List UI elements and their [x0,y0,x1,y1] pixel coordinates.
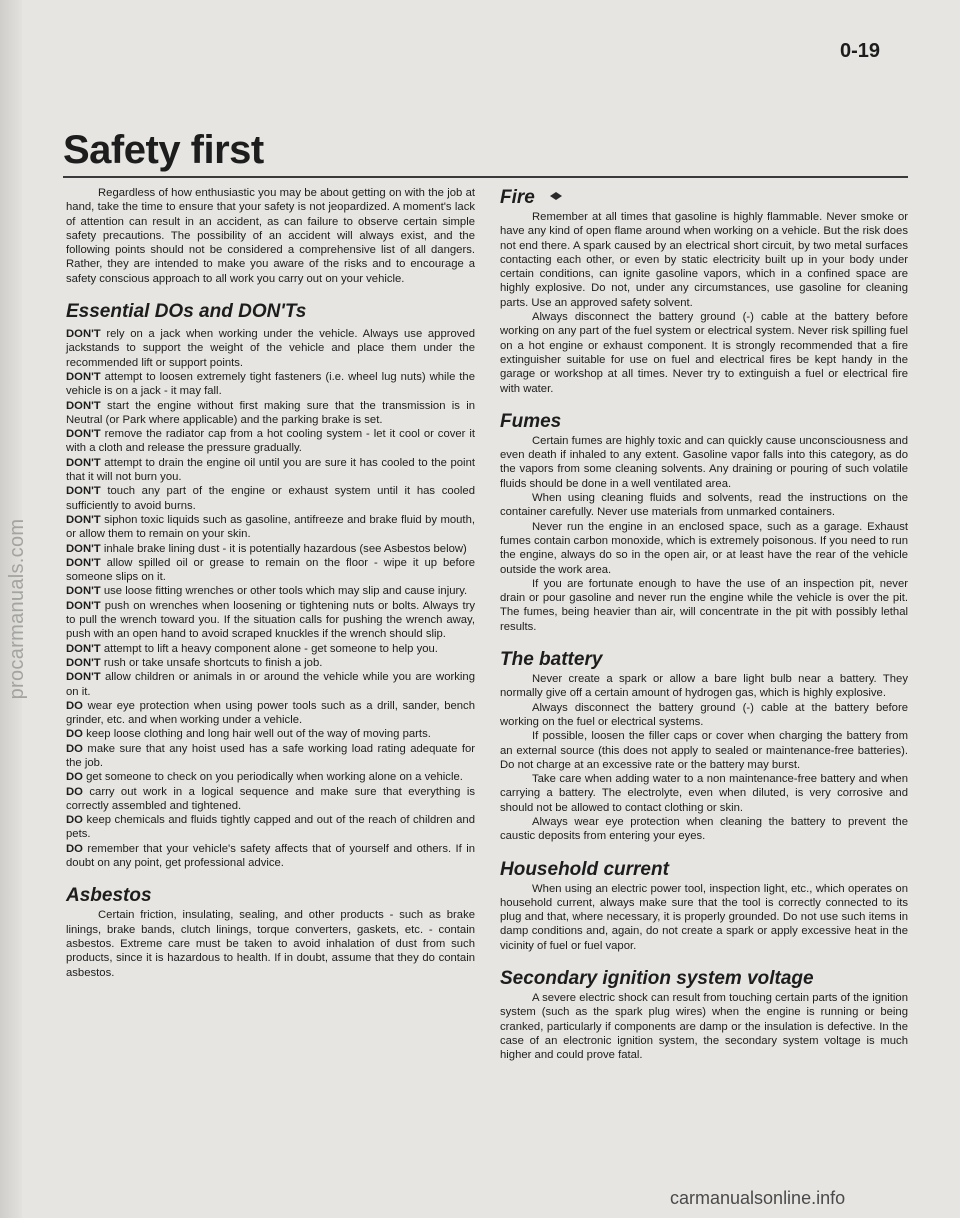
list-item [66,699,475,728]
right-column [500,186,908,1063]
list-item [66,370,475,399]
do-keyword: DO [66,742,83,755]
do-keyword: DO [66,728,83,741]
bottom-watermark: carmanualsonline.info [670,1188,846,1208]
item-text: start the engine without first making sure that the transmission is in Neutral (or Park where applicable) and the parking brake is set. [66,399,475,426]
dont-keyword: DON'T [66,542,101,555]
dont-keyword: DON'T [66,642,101,655]
fumes-paragraph-3: Never run the engine in an enclosed space, such as a garage. Exhaust fumes contain carbon monoxide, which is extremely poisonous. If you need to run the engine, always do so in the open air, or at least have the rear of the vehicle outside the work area. [500,520,908,576]
list-item [66,785,475,814]
fumes-heading: Fumes [500,410,562,432]
page-number: 0-19 [840,40,881,62]
item-text: attempt to lift a heavy component alone - get someone to help you. [100,642,438,655]
item-text: inhale brake lining dust - it is potentially hazardous (see Asbestos below) [100,542,467,555]
asbestos-paragraph: Certain friction, insulating, sealing, and other products - such as brake linings, brake bands, clutch linings, torque converters, gaskets, etc. - contain asbestos. Extreme care must be taken to avoid inhalation of dust from such products, since it is hazardous to health. If in doubt, assume that they do contain asbestos. [66,909,475,979]
dont-keyword: DON'T [66,328,101,341]
item-text: allow spilled oil or grease to remain on the floor - wipe it up before someone slips on it. [66,556,475,584]
left-column [66,186,475,980]
item-text: attempt to drain the engine oil until you are sure it has cooled to the point that it will not burn you. [66,456,475,484]
title-rule [63,176,908,178]
list-item [66,727,475,741]
list-item [66,327,475,370]
item-text: touch any part of the engine or exhaust system until it has cooled sufficiently to avoid burns. [66,485,475,512]
item-text: carry out work in a logical sequence and make sure that everything is correctly assembled and tightened. [66,785,475,812]
list-item [66,670,475,699]
fire-paragraph-1: Remember at all times that gasoline is highly flammable. Never smoke or have any kind of open flame around when working on a vehicle. But the risk does not end there. A spark caused by an electrical short circuit, by two metal surfaces contacting each other, or even by static electricity built up in your body under certain conditions, can ignite gasoline vapors, which in a confined space are highly explosive. Do not, under any circumstances, use gasoline for cleaning parts. Use an approved safety solvent. [500,211,908,309]
list-item [66,399,475,428]
ignition-paragraph: A severe electric shock can result from touching certain parts of the ignition system (such as the spark plug wires) when the engine is running or being cranked, particularly if components are damp or the insulation is defective. In the case of an electronic ignition system, the secondary system voltage is much higher and could prove fatal. [500,992,908,1062]
list-item [66,584,475,598]
do-keyword: DO [66,699,83,712]
list-item [66,427,475,456]
do-keyword: DO [66,814,83,827]
fire-paragraph-2: Always disconnect the battery ground (-) cable at the battery before working on any part of the fuel system or electrical system. Never risk spilling fuel on a hot engine or exhaust component. It is strongly recommended that a fire extinguisher suitable for use on fuel and electrical fires be kept handy in the garage or workshop at all times. Never try to extinguish a fuel or electrical fire with water. [500,311,908,395]
item-text: get someone to check on you periodically when working alone on a vehicle. [82,771,463,784]
item-text: use loose fitting wrenches or other tools which may slip and cause injury. [100,585,468,598]
dont-keyword: DON'T [66,399,101,412]
fire-heading-row [500,186,908,210]
dont-keyword: DON'T [66,370,101,383]
dont-keyword: DON'T [66,513,101,526]
list-item [66,456,475,485]
do-keyword: DO [66,785,83,798]
dont-keyword: DON'T [66,428,101,441]
list-item [66,842,475,871]
item-text: rely on a jack when working under the vehicle. Always use approved jackstands to support the weight of the vehicle and place them under the recommended lift or support points. [66,328,475,369]
item-text: remember that your vehicle's safety affects that of yourself and others. If in doubt on any point, get professional advice. [66,842,475,870]
household-paragraph: When using an electric power tool, inspection light, etc., which operates on household current, always make sure that the tool is correctly connected to its plug and that, where necessary, it is properly grounded. Do not use such items in damp conditions and, again, do not create a spark or apply excessive heat in the vicinity of fuel or fuel vapor. [500,882,908,952]
dont-keyword: DON'T [66,485,101,498]
list-item [66,813,475,842]
list-item [66,556,475,585]
dont-keyword: DON'T [66,599,101,612]
page-title: Safety first [63,128,264,172]
list-item [66,484,475,513]
essentials-heading: Essential DOs and DON'Ts [66,301,307,323]
list-item [66,770,475,784]
battery-paragraph-2: Always disconnect the battery ground (-) cable at the battery before working on the fuel or electrical systems. [500,701,908,728]
household-heading: Household current [500,858,669,880]
asbestos-heading: Asbestos [66,885,152,907]
list-item [66,656,475,670]
item-text: siphon toxic liquids such as gasoline, antifreeze and brake fluid by mouth, or allow them to remain on your skin. [66,513,475,541]
list-item [66,599,475,642]
sidebar-watermark: procarmanuals.com [6,518,28,700]
item-text: push on wrenches when loosening or tightening nuts or bolts. Always try to pull the wrench toward you. If the situation calls for pushing the wrench away, push with an open hand to avoid scraped knuckles if the wrench should slip. [66,599,475,641]
item-text: make sure that any hoist used has a safe working load rating adequate for the job. [66,742,475,769]
battery-paragraph-4: Take care when adding water to a non maintenance-free battery and when carrying a battery. The electrolyte, even when diluted, is very corrosive and should not be allowed to contact clothing or skin. [500,773,908,814]
dont-keyword: DON'T [66,671,101,684]
dont-keyword: DON'T [66,556,101,569]
dont-keyword: DON'T [66,456,101,469]
flame-icon [549,184,563,208]
intro-paragraph: Regardless of how enthusiastic you may be about getting on with the job at hand, take the time to ensure that your safety is not jeopardized. A moment's lack of attention can result in an accident, as can failure to observe certain simple safety precautions. The possibility of an accident will always exist, and the following points should not be considered a comprehensive list of all dangers. Rather, they are intended to make you aware of the risks and to encourage a safety conscious approach to all work you carry out on your vehicle. [66,187,475,285]
item-text: rush or take unsafe shortcuts to finish a job. [100,656,323,669]
item-text: wear eye protection when using power tools such as a drill, sander, bench grinder, etc. and when working under a vehicle. [66,699,475,727]
item-text: attempt to loosen extremely tight fasteners (i.e. wheel lug nuts) while the vehicle is on a jack - it may fall. [66,370,475,398]
ignition-heading: Secondary ignition system voltage [500,968,814,990]
battery-paragraph-3: If possible, loosen the filler caps or cover when charging the battery from an external source (this does not apply to sealed or maintenance-free batteries). Do not charge at an excessive rate or the battery may burst. [500,730,908,771]
battery-paragraph-1: Never create a spark or allow a bare light bulb near a battery. They normally give off a certain amount of hydrogen gas, which is highly explosive. [500,673,908,700]
do-keyword: DO [66,771,83,784]
item-text: allow children or animals in or around the vehicle while you are working on it. [66,671,475,698]
item-text: keep loose clothing and long hair well out of the way of moving parts. [82,728,431,741]
dont-keyword: DON'T [66,585,101,598]
fumes-paragraph-4: If you are fortunate enough to have the use of an inspection pit, never drain or pour gasoline and never run the engine while the vehicle is over the pit. The fumes, being heavier than air, will concentrate in the pit with possibly lethal results. [500,577,908,633]
list-item [66,642,475,656]
essentials-list [66,327,475,870]
list-item [66,742,475,771]
list-item [66,513,475,542]
dont-keyword: DON'T [66,656,101,669]
battery-paragraph-5: Always wear eye protection when cleaning the battery to prevent the caustic deposits from entering your eyes. [500,815,908,843]
fire-heading: Fire [500,187,535,208]
fumes-paragraph-1: Certain fumes are highly toxic and can quickly cause unconsciousness and even death if inhaled to any extent. Gasoline vapor falls into this category, as do the vapors from some cleaning solvents. Any draining or pouring of such volatile fluids should be done in a well ventilated area. [500,434,908,490]
item-text: remove the radiator cap from a hot cooling system - let it cool or cover it with a cloth and release the pressure gradually. [66,428,475,455]
list-item [66,542,475,556]
do-keyword: DO [66,842,83,855]
fumes-paragraph-2: When using cleaning fluids and solvents, read the instructions on the container carefully. Never use materials from unmarked containers. [500,492,908,519]
battery-heading: The battery [500,649,603,671]
item-text: keep chemicals and fluids tightly capped and out of the reach of children and pets. [66,814,475,841]
